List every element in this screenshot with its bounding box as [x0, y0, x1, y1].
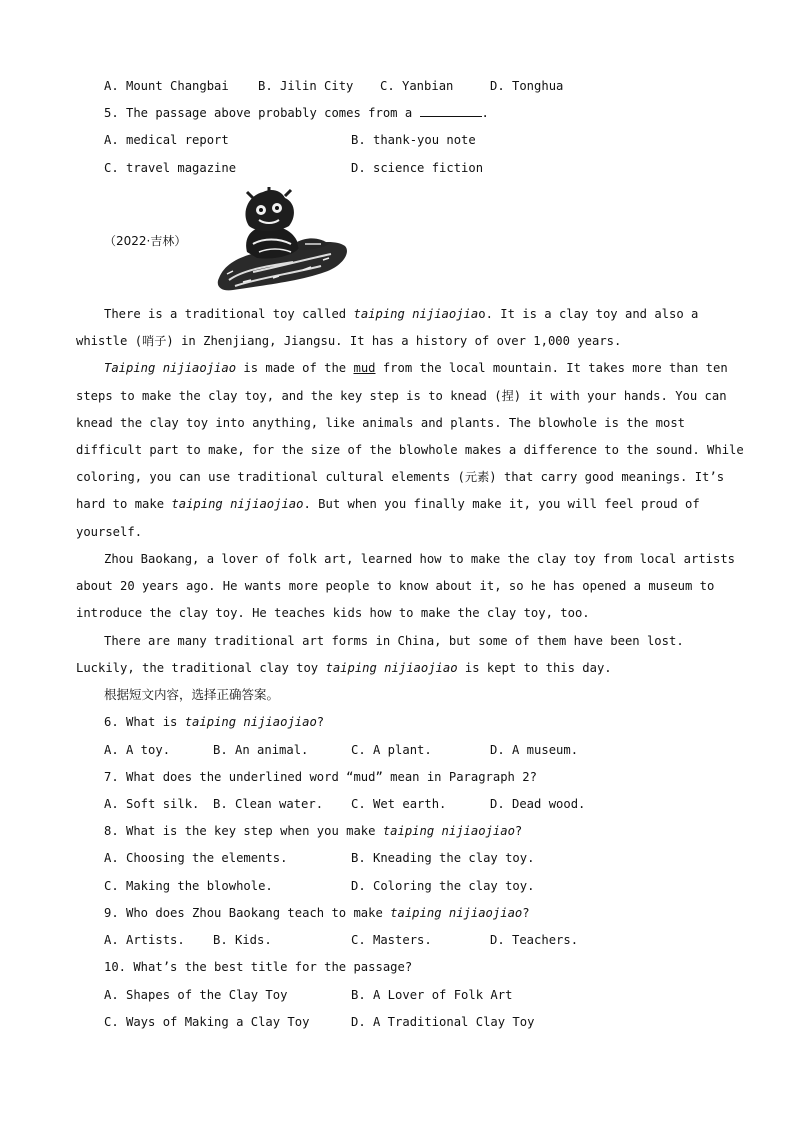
source-label: （2022·吉林）: [104, 234, 187, 248]
q7-option-c: C. Wet earth.: [351, 797, 447, 811]
q9-stem: 9. Who does Zhou Baokang teach to make taiping nijiaojiao?: [104, 906, 530, 920]
clay-toy-image: [213, 186, 349, 294]
q7-stem: 7. What does the underlined word “mud” mean in Paragraph 2?: [104, 770, 537, 784]
q8-stem: 8. What is the key step when you make taiping nijiaojiao?: [104, 824, 523, 838]
q9-option-b: B. Kids.: [213, 933, 272, 947]
passage-p3-line2: about 20 years ago. He wants more people to know about it, so he has opened a museum to: [76, 579, 715, 593]
q5-option-d: D. science fiction: [351, 161, 484, 175]
q10-option-d: D. A Traditional Clay Toy: [351, 1015, 535, 1029]
passage-p2-line6: hard to make taiping nijiaojiao. But when you finally make it, you will feel proud of: [76, 497, 700, 511]
passage-p1-line1: There is a traditional toy called taiping nijiaojiao. It is a clay toy and also a: [104, 307, 699, 321]
passage-p2-line3: knead the clay toy into anything, like animals and plants. The blowhole is the most: [76, 416, 686, 430]
passage-p2-line1: Taiping nijiaojiao is made of the mud from the local mountain. It takes more than ten: [104, 361, 728, 375]
passage-p2-line2: steps to make the clay toy, and the key step is to knead (捏) it with your hands. You can: [76, 389, 727, 403]
q7-option-b: B. Clean water.: [213, 797, 324, 811]
q7-option-a: A. Soft silk.: [104, 797, 200, 811]
q10-option-c: C. Ways of Making a Clay Toy: [104, 1015, 310, 1029]
q4-option-d: D. Tonghua: [490, 79, 564, 93]
q5-option-c: C. travel magazine: [104, 161, 237, 175]
q4-option-c: C. Yanbian: [380, 79, 454, 93]
q10-option-a: A. Shapes of the Clay Toy: [104, 988, 288, 1002]
passage-p3-line1: Zhou Baokang, a lover of folk art, learned how to make the clay toy from local artists: [104, 552, 736, 566]
q4-option-a: A. Mount Changbai: [104, 79, 229, 93]
q9-option-d: D. Teachers.: [490, 933, 579, 947]
q6-option-a: A. A toy.: [104, 743, 171, 757]
q6-option-b: B. An animal.: [213, 743, 309, 757]
q6-stem: 6. What is taiping nijiaojiao?: [104, 715, 325, 729]
q8-option-a: A. Choosing the elements.: [104, 851, 288, 865]
q4-option-b: B. Jilin City: [258, 79, 354, 93]
q6-option-d: D. A museum.: [490, 743, 579, 757]
passage-p4-line1: There are many traditional art forms in China, but some of them have been lost.: [104, 634, 684, 648]
q7-option-d: D. Dead wood.: [490, 797, 586, 811]
q5-stem: 5. The passage above probably comes from a .: [104, 106, 489, 120]
passage-p4-line2: Luckily, the traditional clay toy taiping nijiaojiao is kept to this day.: [76, 661, 612, 675]
q8-option-c: C. Making the blowhole.: [104, 879, 273, 893]
q9-option-c: C. Masters.: [351, 933, 432, 947]
instruction: 根据短文内容，选择正确答案。: [104, 687, 280, 702]
passage-p2-line4: difficult part to make, for the size of the blowhole makes a difference to the sound. While: [76, 443, 744, 457]
q8-option-d: D. Coloring the clay toy.: [351, 879, 535, 893]
passage-p2-line5: coloring, you can use traditional cultural elements (元素) that carry good meanings. It’s: [76, 470, 725, 484]
q10-option-b: B. A Lover of Folk Art: [351, 988, 513, 1002]
q8-option-b: B. Kneading the clay toy.: [351, 851, 535, 865]
underlined-word-mud: mud: [353, 361, 376, 375]
q9-option-a: A. Artists.: [104, 933, 185, 947]
q10-stem: 10. What’s the best title for the passage?: [104, 960, 413, 974]
passage-p3-line3: introduce the clay toy. He teaches kids how to make the clay toy, too.: [76, 606, 590, 620]
q6-option-c: C. A plant.: [351, 743, 432, 757]
passage-p1-line2: whistle (哨子) in Zhenjiang, Jiangsu. It has a history of over 1,000 years.: [76, 334, 622, 348]
passage-p2-line7: yourself.: [76, 525, 143, 539]
q5-option-b: B. thank-you note: [351, 133, 476, 147]
q5-option-a: A. medical report: [104, 133, 229, 147]
answer-blank: [420, 105, 482, 117]
